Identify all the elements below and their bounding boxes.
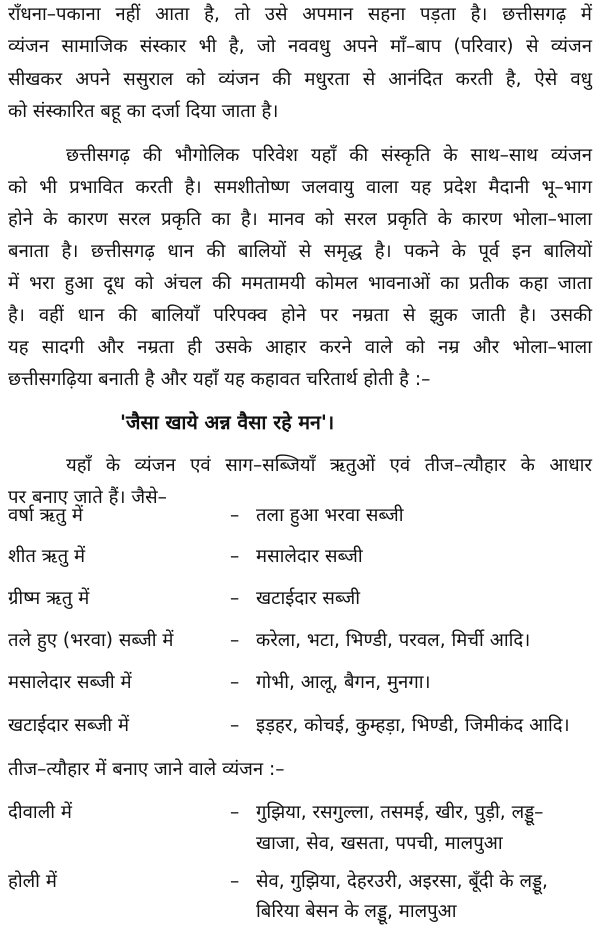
text-line: को संस्कारित बहू का दर्जा दिया जाता है।	[8, 101, 279, 122]
text-line: राँधना–पकाना नहीं आता है, तो उसे अपमान सहना पड़ता है। छत्तीसगढ़ में	[8, 4, 592, 25]
proverb-quote: 'जैसा खाये अन्न वैसा रहे मन'।	[120, 411, 335, 434]
item-value: सेव, गुझिया, देहरउरी, अइरसा, बूँदी के लड्डू,	[256, 871, 548, 892]
dash: –	[230, 505, 240, 526]
item-value: गोभी, आलू, बैगन, मुनगा।	[256, 672, 431, 693]
dash: –	[230, 546, 240, 567]
item-label: ग्रीष्म ऋतु में	[8, 588, 90, 609]
dash: –	[230, 672, 240, 693]
text-line: बनाता है। छत्तीसगढ़ धान की बालियों से समृद्ध है। पकने के पूर्व इन बालियों	[8, 241, 592, 262]
text-line: छत्तीसगढ़ की भौगोलिक परिवेश यहाँ की संस्कृति के साथ–साथ व्यंजन	[66, 145, 592, 166]
item-label: दीवाली में	[8, 802, 72, 823]
dash: –	[230, 802, 240, 823]
text-line: है। वहीं धान की बालियाँ परिपक्व होने पर नम्रता से झुक जाती है। उसकी	[8, 305, 592, 326]
item-label: शीत ऋतु में	[8, 546, 86, 567]
item-value-continued: खाजा, सेव, खसता, पपची, मालपुआ	[256, 833, 503, 854]
text-line: पर बनाए जाते हैं। जैसे–	[8, 487, 167, 508]
text-line: यहाँ के व्यंजन एवं साग–सब्जियाँ ऋतुओं एवं तीज–त्यौहार के आधार	[66, 455, 592, 476]
item-value: करेला, भटा, भिण्डी, परवल, मिर्ची आदि।	[256, 630, 531, 651]
item-value-continued: बिरिया बेसन के लड्डू, मालपुआ	[256, 901, 457, 922]
item-label: मसालेदार सब्जी में	[8, 672, 132, 693]
dash: –	[230, 630, 240, 651]
text-line: व्यंजन सामाजिक संस्कार भी है, जो नववधु अपने माँ–बाप (परिवार) से व्यंजन	[8, 36, 592, 57]
text-line: यह सादगी और नम्रता ही उसके आहार करने वाले को नम्र और भोला–भाला	[8, 337, 592, 358]
text-line: सीखकर अपने ससुराल को व्यंजन की मधुरता से आनंदित करती है, ऐसे वधु	[8, 69, 592, 90]
item-value: खटाईदार सब्जी	[256, 588, 361, 609]
item-value: गुझिया, रसगुल्ला, तसमई, खीर, पुड़ी, लड्डू–	[256, 802, 544, 823]
text-line: को भी प्रभावित करती है। समशीतोष्ण जलवायु वाला यह प्रदेश मैदानी भू–भाग	[8, 177, 592, 198]
item-label: तले हुए (भरवा) सब्जी में	[8, 630, 174, 651]
dash: –	[230, 588, 240, 609]
item-label: वर्षा ऋतु में	[8, 505, 83, 526]
text-line: में भरा हुआ दूध को अंचल की ममतामयी कोमल भावनाओं का प्रतीक कहा जाता	[8, 273, 592, 294]
festival-heading: तीज–त्यौहार में बनाए जाने वाले व्यंजन :–	[8, 759, 285, 780]
item-value: इड़हर, कोचई, कुम्हड़ा, भिण्डी, जिमीकंद आदि।	[256, 715, 570, 736]
item-label: होली में	[8, 871, 57, 892]
item-value: मसालेदार सब्जी	[256, 546, 363, 567]
text-line: छत्तीसगढ़िया बनाती है और यहाँ यह कहावत चरितार्थ होती है :–	[8, 369, 431, 390]
dash: –	[230, 715, 240, 736]
dash: –	[230, 871, 240, 892]
item-value: तला हुआ भरवा सब्जी	[256, 505, 404, 526]
item-label: खटाईदार सब्जी में	[8, 715, 130, 736]
text-line: होने के कारण सरल प्रकृति का है। मानव को सरल प्रकृति के कारण भोला–भाला	[8, 209, 592, 230]
